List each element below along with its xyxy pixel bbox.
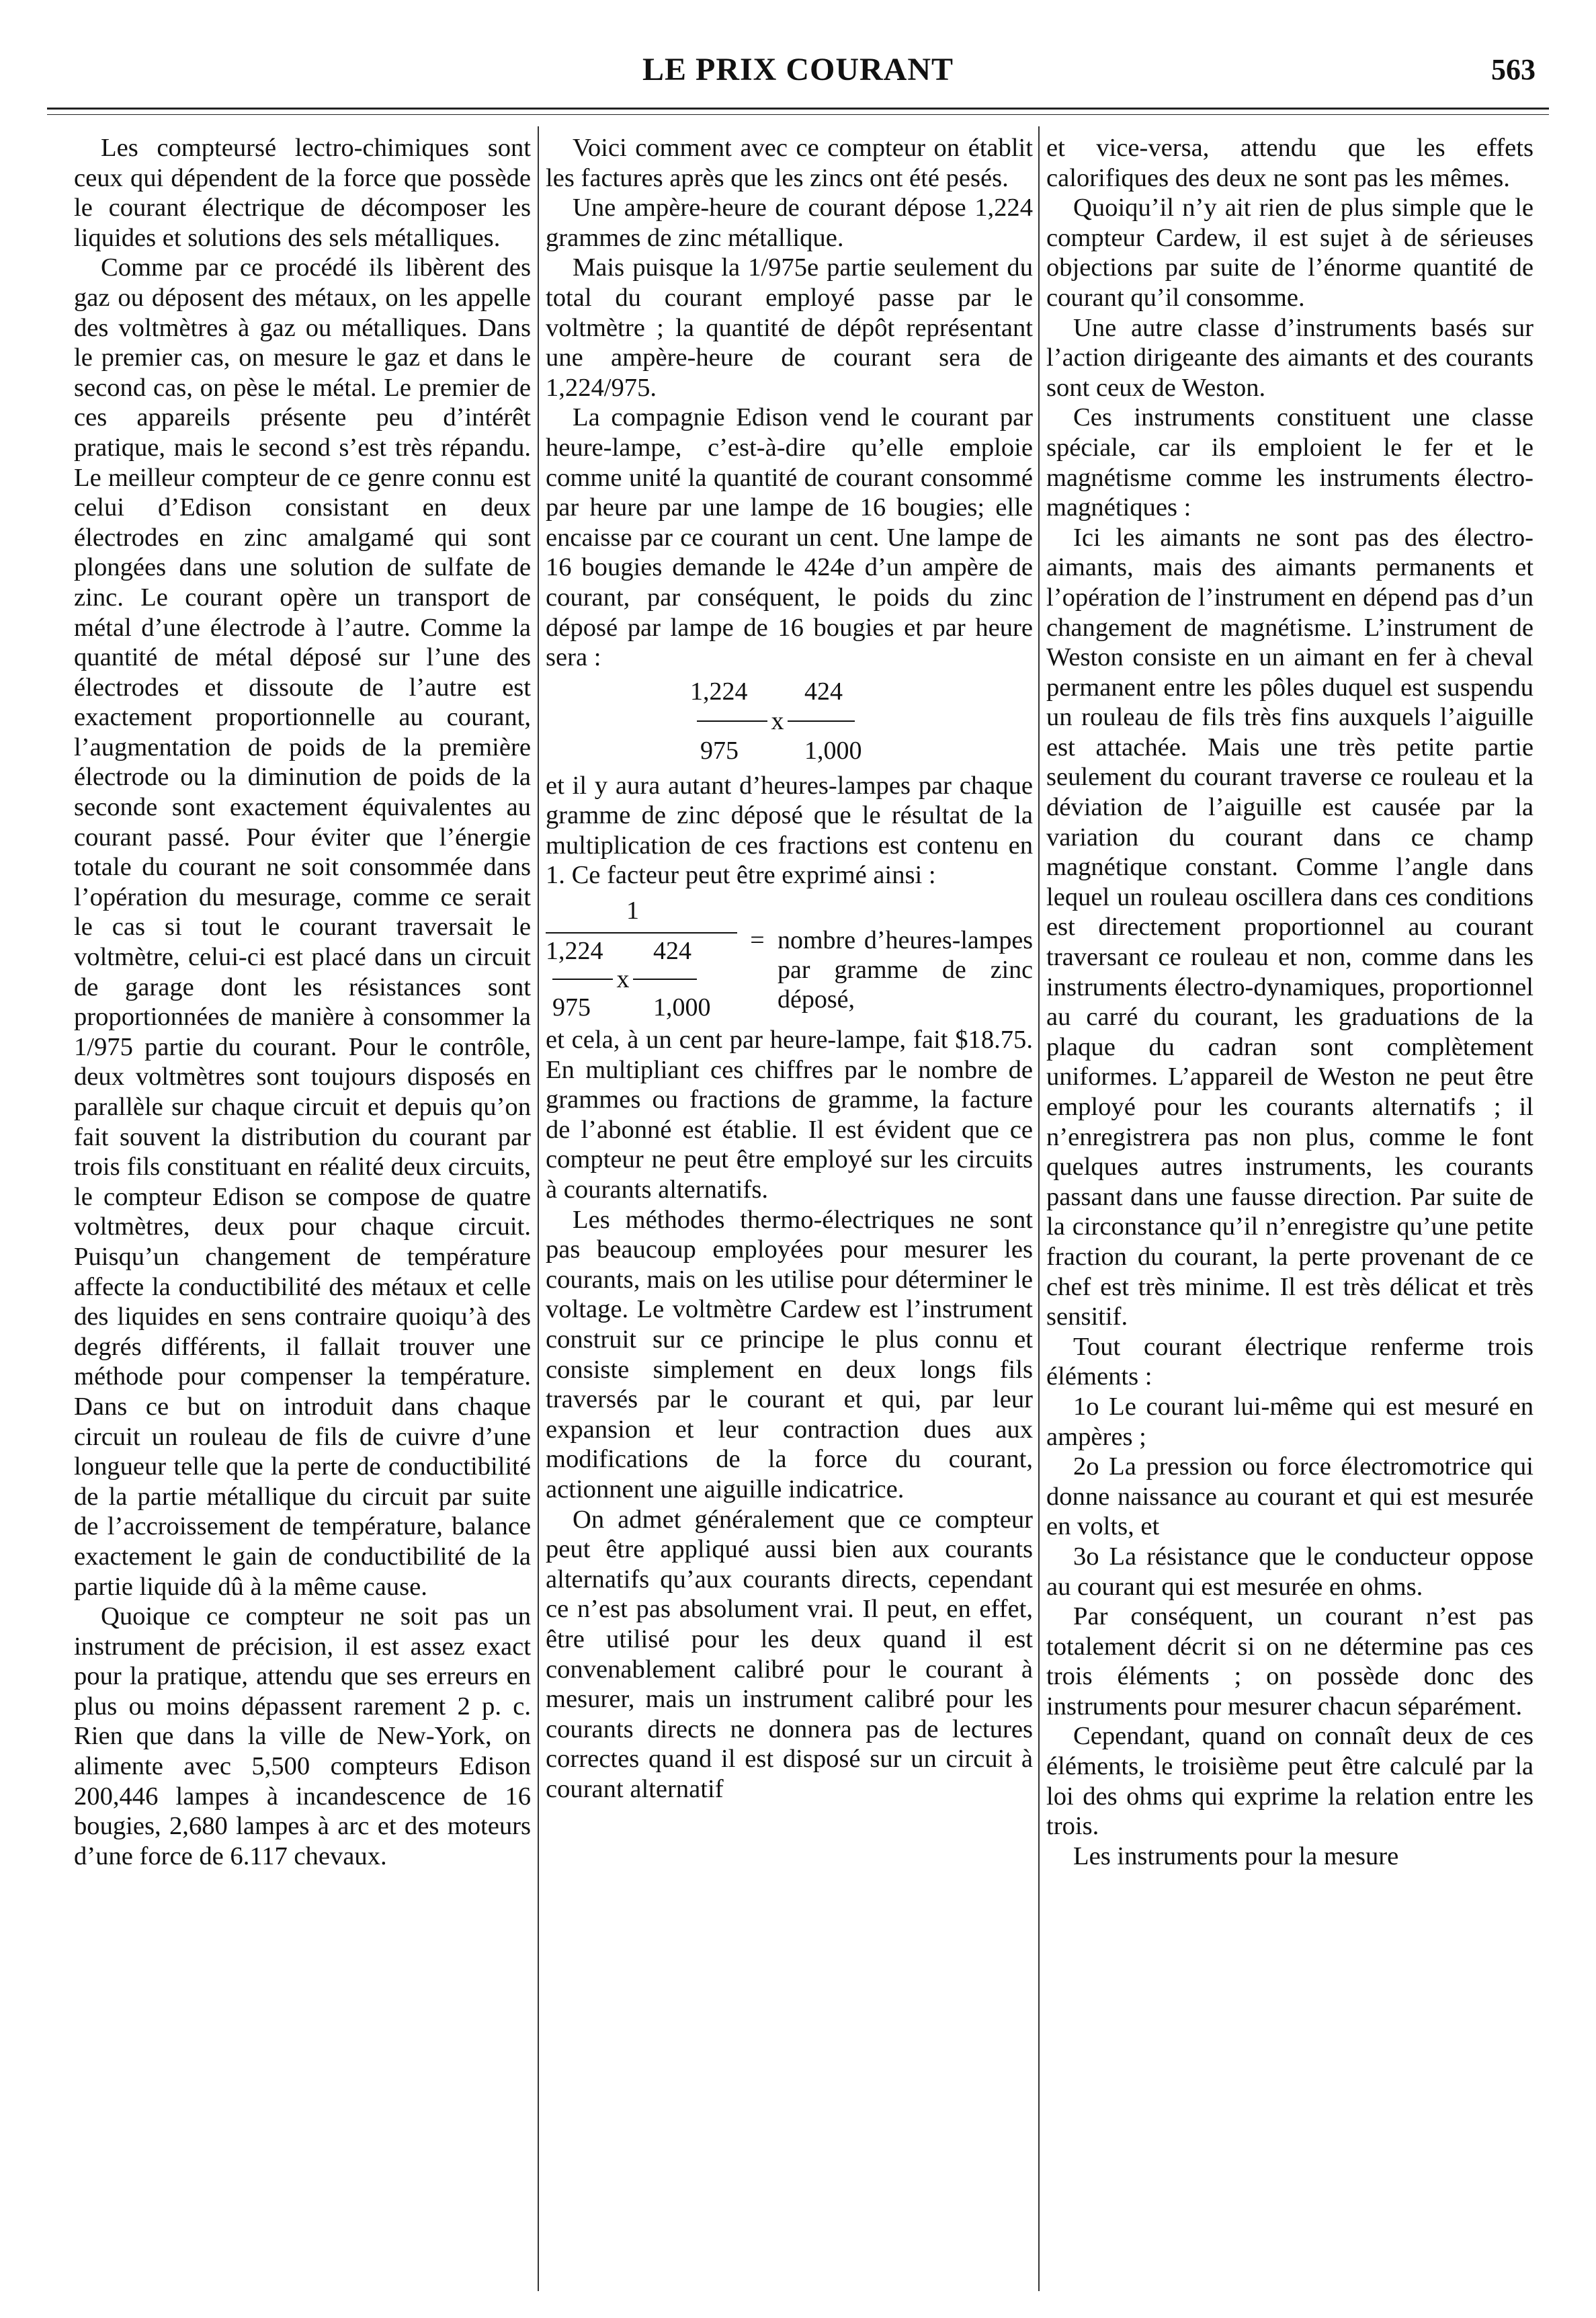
fraction-operator: x [771, 706, 784, 735]
paragraph: Ici les aimants ne sont pas des électro-aimants, mais des aimants permanents et l’opération de l’instrument en dépend pas d’un changement de magnétisme. L’instrument de Weston consiste en un aimant en fer à cheval permanent entre les pôles duquel est suspendu un rouleau de fils très fins auxquels l’aiguille est attachée. Mais une très petite partie seulement du courant traverse ce rouleau et la déviation de l’aiguille est causée par la variation du courant dans ce champ magnétique constant. Comme l’angle dans lequel un rouleau oscillera dans ces conditions est directement proportionnel au courant traversant ce rouleau et non, comme dans les instruments électro-dynamiques, proportionnel au carré du courant, les graduations de la plaque du cadran sont complètement uniformes. L’appareil de Weston ne peut être employé pour les courants alternatifs ; il n’enregistrera pas non plus, comme le font quelques autres instruments, les courants passant dans une fausse direction. Par suite de la circonstance qu’il n’enregistre qu’une petite fraction du courant, la perte provenant de ce chef est très minime. Il est très délicat et très sensitif. [1046, 523, 1534, 1331]
journal-title: LE PRIX COURANT [642, 52, 954, 87]
paragraph: Les compteursé lectro-chimiques sont ceux qui dépendent de la force que possède le courant électrique de décomposer les liquides et solutions des sels métalliques. [74, 134, 531, 252]
paragraph: Les instruments pour la mesure [1073, 1841, 1399, 1870]
equals-sign: = [750, 926, 765, 955]
paragraph: Ces instruments constituent une classe spéciale, car ils emploient le fer et le magnétisme comme les instruments électro-magnétiques : [1046, 403, 1534, 522]
paragraph: Les méthodes thermo-électriques ne sont pas beaucoup employées pour mesurer les courants, mais on les utilise pour déterminer le voltage. Le voltmètre Cardew est l’instrument construit sur ce principe le plus connu et consiste simplement en deux longs fils traversés par le courant et qui, par leur expansion et leur contraction dues aux modifications de la force du courant, actionnent une aiguille indicatrice. [546, 1205, 1033, 1503]
fraction-top: 1 [626, 897, 639, 925]
paragraph: Tout courant électrique renferme trois éléments : [1046, 1332, 1534, 1391]
paragraph: Mais puisque la 1/975e partie seulement du total du courant employé passe par le voltmètre ; la quantité de dépôt représentant une ampère-heure de courant sera de 1,224/975. [546, 253, 1033, 402]
paragraph: On admet généralement que ce compteur peut être appliqué aussi bien aux courants alternatifs qu’aux courants directs, cependant ce n’est pas absolument vrai. Il peut, en effet, être utilisé pour les deux quand il est convenablement calibré pour le courant à mesurer, mais un instrument calibré pour les courants directs ne donnera pas de lectures correctes quand il est disposé sur un circuit à courant alternatif [546, 1505, 1033, 1803]
fraction-numerator: 424 [804, 677, 843, 706]
column-separator [538, 126, 539, 2291]
paragraph: et vice-versa, attendu que les effets calorifiques des deux ne sont pas les mêmes. [1046, 134, 1534, 192]
paragraph: 3o La résistance que le conducteur oppose au courant qui est mesurée en ohms. [1046, 1542, 1534, 1601]
paragraph: Quoique ce compteur ne soit pas un instrument de précision, il est assez exact pour la pratique, attendu que ses erreurs en plus ou moins dépassent rarement 2 p. c. Rien que dans la ville de New-York, on alimente avec 5,500 compteurs Edison 200,446 lampes à incandescence de 16 bougies, 2,680 lampes à arc et des moteurs d’une force de 6.117 chevaux. [74, 1602, 531, 1870]
page-number: 563 [1491, 53, 1536, 86]
paragraph: Quoiqu’il n’y ait rien de plus simple que le compteur Cardew, il est sujet à de sérieuses objections par suite de l’énorme quantité de courant qu’il consomme. [1046, 194, 1534, 312]
paragraph: et il y aura autant d’heures-lampes par chaque gramme de zinc déposé que le résultat de la multiplication de ces fractions est contenu en 1. Ce facteur peut être exprimé ainsi : [546, 771, 1033, 890]
paragraph: Une ampère-heure de courant dépose 1,224 grammes de zinc métallique. [546, 194, 1033, 252]
paragraph: Par conséquent, un courant n’est pas totalement décrit si on ne détermine pas ces trois éléments ; on possède donc des instruments pour mesurer chacun séparément. [1046, 1602, 1534, 1721]
header-rule [47, 108, 1549, 110]
column-separator [1038, 126, 1040, 2291]
fraction-operator: x [616, 965, 630, 994]
fraction-denominator: 975 [700, 736, 739, 765]
paragraph: La compagnie Edison vend le courant par heure-lampe, c’est-à-dire qu’elle emploie comme unité la quantité de courant consommé par heure par une lampe de 16 bougies; elle encaisse par ce courant un cent. Une lampe de 16 bougies demande le 424e d’un ampère de courant, par conséquent, le poids du zinc déposé par lampe de 16 bougies et par heure sera : [546, 403, 1033, 672]
fraction-numerator: 1,224 [546, 937, 603, 966]
fraction-denominator: 1,000 [804, 736, 862, 765]
fraction-denominator: 1,000 [653, 993, 711, 1022]
paragraph: Une autre classe d’instruments basés sur l’action dirigeante des aimants et des courants sont ceux de Weston. [1046, 313, 1534, 402]
paragraph: Comme par ce procédé ils libèrent des gaz ou déposent des métaux, on les appelle des voltmètres à gaz ou métalliques. Dans le premier cas, on mesure le gaz et dans le second cas, on pèse le métal. Le premier de ces appareils présente peu d’intérêt pratique, mais le second s’est très répandu. Le meilleur compteur de ce genre connu est celui d’Edison consistant en deux électrodes en zinc amalgamé qui sont plongées dans une solution de sulfate de zinc. Le courant opère un transport de métal d’une électrode à l’autre. Comme la quantité de métal déposé sur l’une des électrodes et dissoute de l’autre est exactement proportionnelle au courant, l’augmentation de poids de la première électrode ou la diminution de poids de la seconde sont exactement équivalentes au courant passé. Pour éviter que l’énergie totale du courant ne soit consommée dans l’opération du mesurage, comme ce serait le cas si tout le courant traversait le voltmètre, celui-ci est placé dans un circuit de garage dont les résistances sont proportionnées de manière à consommer la 1/975 partie du courant. Pour le contrôle, deux voltmètres sont toujours disposés en parallèle sur chaque circuit et depuis qu’on fait souvent la distribution du courant par trois fils constituant en réalité deux circuits, le compteur Edison se compose de quatre voltmètres, deux pour chaque circuit. Puisqu’un changement de température affecte la conductibilité des métaux et celle des liquides en sens contraire quoiqu’à des degrés différents, il fallait trouver une méthode pour compenser la température. Dans ce but on introduit dans chaque circuit un rouleau de fils de cuivre d’une longueur telle que la perte de conductibilité de la partie métallique du circuit par suite de l’accroissement de température, balance exactement le gain de conductibilité de la partie liquide dû à la même cause. [74, 253, 531, 1601]
column-3 [1046, 133, 1534, 1871]
column-1 [74, 133, 531, 1871]
page-header [54, 47, 1542, 101]
fraction-formula-1 [546, 677, 1033, 765]
fraction-formula-2 [546, 896, 1033, 1022]
column-2 [546, 133, 1033, 1805]
paragraph: 2o La pression ou force électromotrice qui donne naissance au courant et qui est mesurée en volts, et [1046, 1452, 1534, 1541]
fraction-numerator: 424 [653, 937, 691, 966]
fraction-result-text: nombre d’heures-lampes par gramme de zinc déposé, [778, 926, 1033, 1014]
paragraph: Voici comment avec ce compteur on établit les factures après que les zincs ont été pesés. [546, 134, 1033, 192]
paragraph: 1o Le courant lui-même qui est mesuré en ampères ; [1046, 1392, 1534, 1451]
paragraph: Cependant, quand on connaît deux de ces éléments, le troisième peut être calculé par la loi des ohms qui exprime la relation entre les trois. [1046, 1722, 1534, 1841]
header-rule-thin [47, 114, 1549, 115]
fraction-numerator: 1,224 [690, 677, 748, 706]
paragraph: et cela, à un cent par heure-lampe, fait $18.75. En multipliant ces chiffres par le nombre de grammes ou fractions de gramme, la facture de l’abonné est établie. Il est évident que ce compteur ne peut être employé sur les circuits à courants alternatifs. [546, 1026, 1033, 1204]
fraction-denominator: 975 [552, 993, 591, 1022]
